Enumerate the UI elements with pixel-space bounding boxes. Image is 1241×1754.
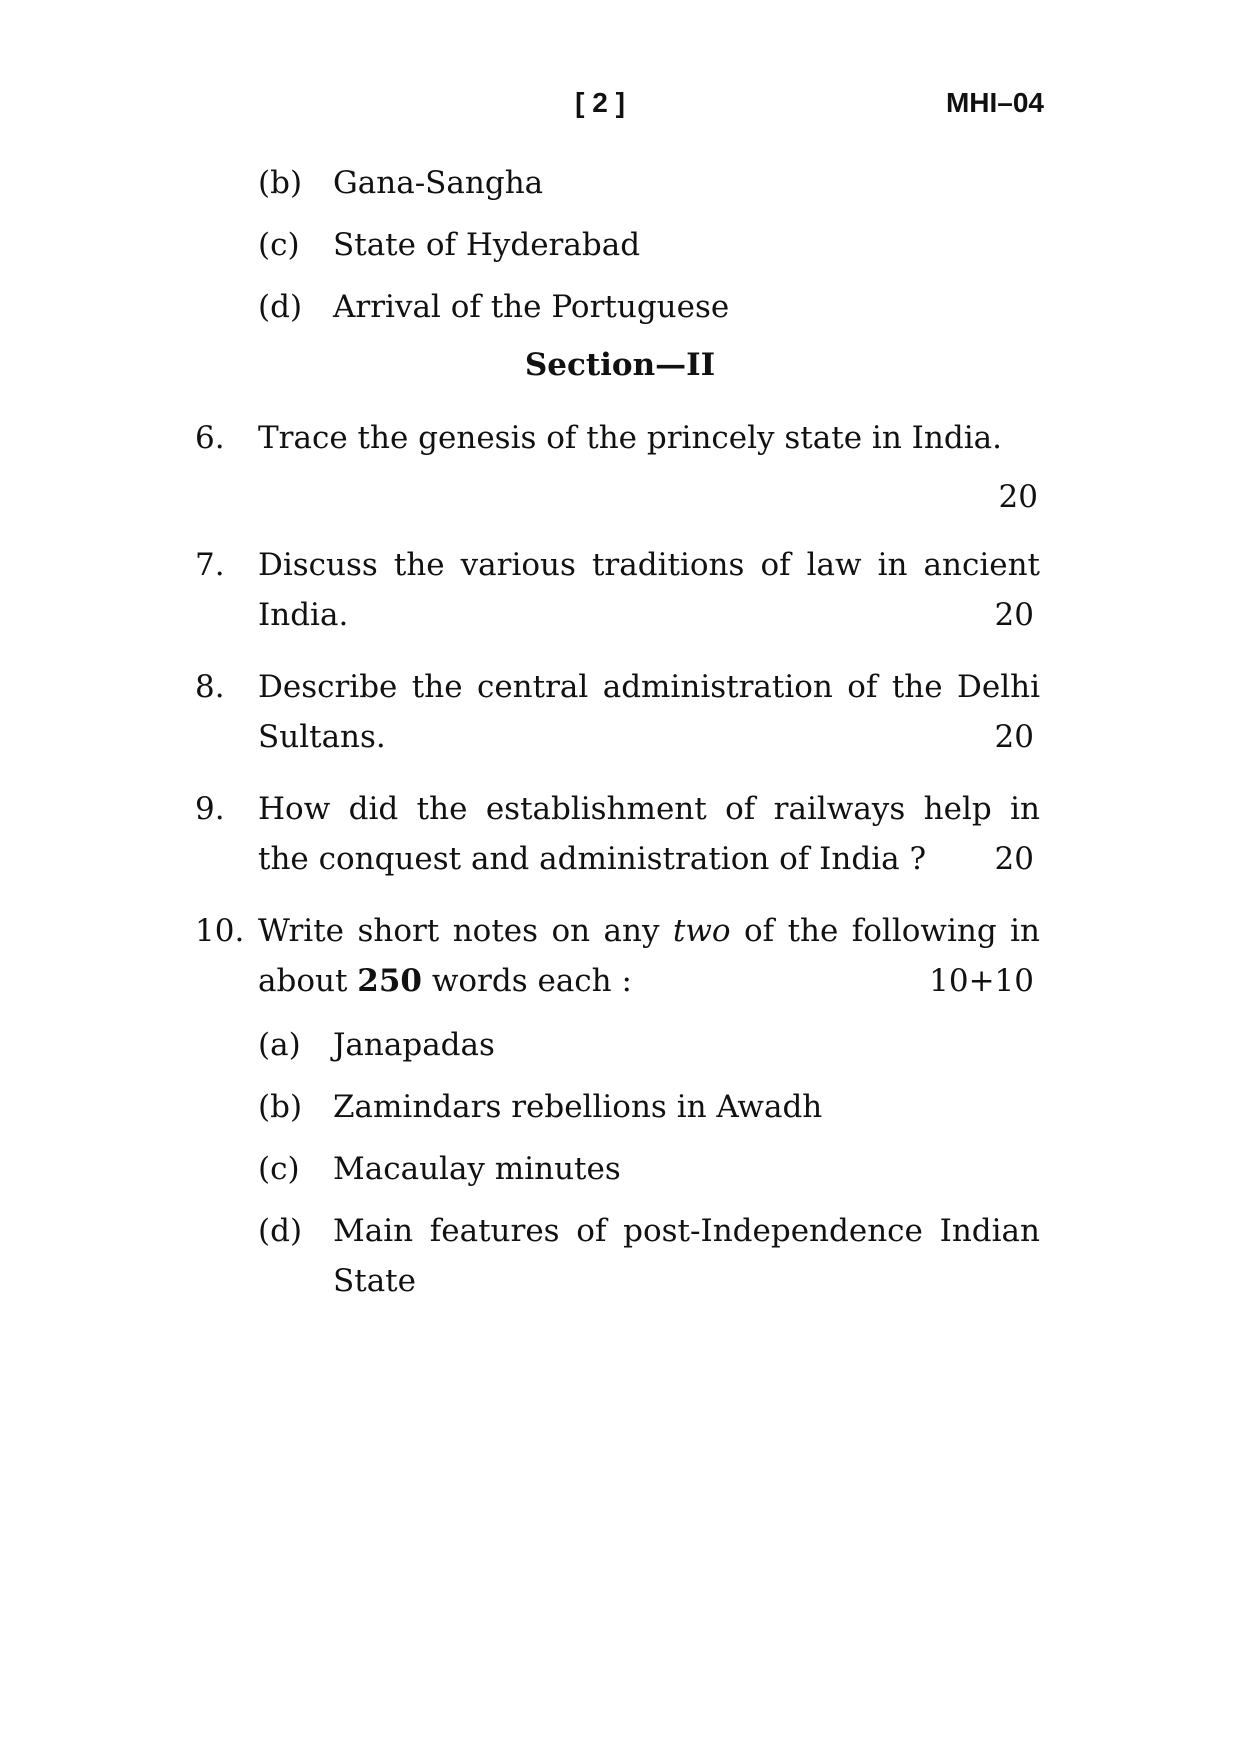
question-text-continued: Sultans. (258, 719, 386, 755)
course-code: MHI–04 (945, 87, 1044, 118)
option-text: Macaulay minutes (333, 1151, 621, 1187)
section-title: Section—II (524, 347, 716, 383)
option-label: (b) (258, 1089, 303, 1125)
question-marks: 20 (998, 479, 1038, 515)
option-text: Zamindars rebellions in Awadh (333, 1089, 823, 1125)
option-text: Janapadas (333, 1027, 495, 1063)
question-text: Trace the genesis of the princely state in India. (258, 420, 1002, 456)
question-marks: 10+10 (929, 963, 1034, 999)
option-text: Main features of post-Independence Indian (333, 1213, 1040, 1249)
option-label: (c) (258, 227, 300, 263)
question-text: Describe the central administration of the Delhi (258, 669, 1040, 705)
option-label: (a) (258, 1027, 301, 1063)
option-text: Gana-Sangha (333, 165, 544, 201)
question-number: 9. (195, 791, 225, 827)
word-count: 250 (357, 963, 422, 999)
option-label: (b) (258, 165, 303, 201)
option-label: (d) (258, 289, 303, 325)
option-text: Arrival of the Portuguese (333, 289, 730, 325)
question-number: 10. (195, 913, 245, 949)
question-marks: 20 (994, 597, 1034, 633)
question-text: Discuss the various traditions of law in ancient (258, 547, 1040, 583)
page-number: [ 2 ] (575, 87, 625, 118)
question-number: 7. (195, 547, 225, 583)
option-text: State of Hyderabad (333, 227, 641, 263)
option-label: (d) (258, 1213, 303, 1249)
question-number: 6. (195, 420, 225, 456)
question-text-continued: India. (258, 597, 349, 633)
option-label: (c) (258, 1151, 300, 1187)
question-number: 8. (195, 669, 225, 705)
emphasis-word: two (672, 913, 731, 949)
question-text-continued: the conquest and administration of India ? (258, 841, 927, 877)
question-text: How did the establishment of railways help in (258, 791, 1040, 827)
question-marks: 20 (994, 841, 1034, 877)
question-text-continued: about 250 words each : (258, 963, 632, 999)
option-text-continued: State (333, 1263, 416, 1299)
question-text: Write short notes on any two of the following in (258, 913, 1040, 949)
question-marks: 20 (994, 719, 1034, 755)
